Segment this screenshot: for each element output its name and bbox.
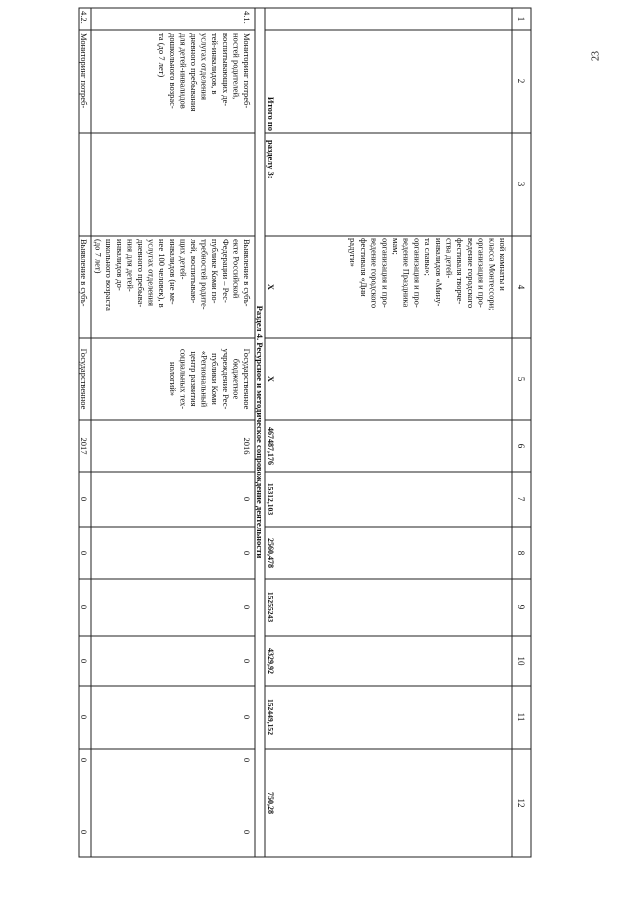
cell-text-line: Федерации – Рес-: [220, 239, 231, 303]
cell-text-line: Мониторинг потреб-: [79, 33, 89, 109]
total-col10: 4329,92: [266, 648, 275, 674]
row-4-1-col11: 0: [242, 757, 252, 763]
cell-text-line: тей-инвалидов, в: [210, 33, 221, 95]
row-4-1-col10: 0: [242, 714, 252, 720]
cell-text-line: бюджетное: [231, 358, 242, 400]
row-4-2-col11: 0: [79, 757, 89, 763]
row-4-2-col4-text: [79, 349, 89, 410]
row-4-2-col12: 0: [79, 829, 89, 835]
total-label-part1: Итого по: [266, 96, 276, 131]
row-4-1-col4-text: [168, 349, 252, 410]
cell-text-line: мам;: [391, 238, 401, 255]
cell-text-line: радуги»: [348, 238, 359, 267]
cell-text-line: услугах отделения: [199, 33, 210, 101]
total-col7: 15312,103: [266, 482, 275, 516]
cell-text-line: та (до 7 лет): [157, 33, 168, 78]
total-row: [266, 97, 276, 814]
page-number-text: 23: [590, 51, 602, 61]
total-col6: 467487,176: [266, 427, 275, 465]
row-4-2-col8: 0: [79, 604, 89, 610]
cell-text-line: инвалидов «Мину-: [433, 238, 444, 307]
row-4-1-col3-text: [94, 239, 252, 311]
col-number-2: 2: [516, 78, 526, 84]
cell-text-line: дневного пребывания: [189, 33, 199, 112]
row-4-2-col9: 0: [79, 658, 89, 664]
cell-text-line: нологий»: [167, 361, 178, 397]
continuation-row: [348, 238, 508, 311]
total-label-part2: разделу 3:: [266, 140, 276, 179]
total-col9: 15255243: [266, 591, 275, 623]
cell-text-line: дошкольного возрас-: [167, 33, 178, 109]
total-col12: 750,28: [266, 792, 275, 814]
row-4-1-col12: 0: [242, 829, 252, 835]
cell-text-line: (до 7 лет): [93, 239, 104, 274]
col-number-7: 7: [516, 496, 526, 502]
total-col5: Х: [266, 375, 276, 383]
cell-text-line: класса Монтессори;: [487, 238, 498, 311]
cell-text-line: Государственное: [79, 348, 89, 410]
row-4-2-col7: 0: [79, 550, 89, 556]
cell-text-line: организация и про-: [476, 238, 487, 308]
cell-text-line: ведение городского: [465, 238, 476, 309]
cell-text-line: требностей родите-: [199, 239, 210, 310]
row-4-1-col5: 2016: [242, 437, 252, 455]
cell-text-line: нее 100 человек), в: [157, 239, 168, 308]
col-number-10: 10: [516, 656, 526, 666]
row-4-1-col2-text: [157, 33, 252, 111]
cell-text-line: Выявление в субъ-: [242, 239, 252, 307]
cell-text-line: фестиваля «Дни: [358, 238, 369, 297]
cell-text-line: учреждение Рес-: [220, 348, 231, 410]
row-4-1-col7: 0: [242, 550, 252, 556]
cell-text-line: публике Коми по-: [210, 239, 221, 304]
cell-text-line: школьного возраста: [104, 239, 115, 311]
row-4-2-col10: 0: [79, 714, 89, 720]
row-4-2-number: 4.2.: [79, 11, 89, 24]
col-number-12: 12: [516, 798, 526, 808]
cell-text-line: Выявление в субъ-: [79, 239, 89, 307]
row-4-1-col8: 0: [242, 604, 252, 610]
cell-text-line: ства детей-: [444, 238, 455, 279]
row-4-2-col5: 2017: [79, 437, 89, 455]
cell-text-line: организация и про-: [412, 238, 423, 308]
row-4-2-col3-text: [79, 239, 89, 307]
rotated-table: [79, 8, 531, 857]
page-number: [588, 44, 604, 68]
cell-text-line: лей, воспитываю-: [189, 239, 199, 304]
table-grid: [79, 8, 531, 857]
cell-text-line: екте Российской: [231, 239, 242, 299]
cell-text-line: ведение Праздника: [401, 238, 412, 308]
cell-text-line: ния для детей-: [125, 239, 136, 292]
cell-text-line: «Региональный: [199, 350, 210, 408]
total-col4: Х: [266, 283, 276, 291]
cell-text-line: ведение городского: [369, 238, 380, 309]
col-number-6: 6: [516, 443, 526, 449]
cell-text-line: публики Коми: [210, 353, 221, 405]
row-4-1-number: 4.1.: [242, 11, 252, 24]
column-rules: [79, 30, 531, 857]
table-row-4-2: [79, 11, 89, 834]
cell-text-line: Государственное: [242, 348, 252, 410]
row-4-1-col6: 0: [242, 496, 252, 502]
total-col11: 152449,152: [266, 698, 275, 736]
col-number-1: 1: [516, 16, 526, 22]
col-number-4: 4: [516, 284, 526, 290]
cell-text-line: организация и про-: [380, 238, 391, 308]
section-4-header: Раздел 4. Ресурсное и методическое сопровождение деятельности: [255, 305, 265, 559]
table-row-4-1: [94, 11, 252, 834]
cell-text-line: для детей-инвалидов: [178, 33, 189, 109]
continuation-col3-text: [348, 238, 508, 311]
row-4-1-col9: 0: [242, 658, 252, 664]
col-number-11: 11: [516, 712, 526, 722]
column-number-header: [516, 17, 526, 808]
row-4-2-col6: 0: [79, 496, 89, 502]
cell-text-line: та славы»;: [423, 238, 434, 276]
total-col8: 2560,478: [266, 538, 275, 568]
cell-text-line: фестиваля творче-: [455, 238, 466, 305]
cell-text-line: услугах отделения: [146, 239, 157, 307]
cell-text-line: ной комнаты и: [498, 238, 508, 291]
cell-text-line: социальных тех-: [178, 348, 189, 410]
col-number-5: 5: [516, 376, 526, 382]
cell-text-line: инвалидов до-: [114, 239, 125, 291]
cell-text-line: Мониторинг потреб-: [242, 33, 252, 109]
cell-text-line: щих детей-: [178, 239, 189, 280]
col-number-8: 8: [516, 550, 526, 556]
cell-text-line: воспитывающих де-: [220, 33, 231, 107]
cell-text-line: дневного пребыва-: [136, 239, 146, 308]
cell-text-line: центр развития: [189, 351, 199, 407]
col-number-3: 3: [516, 181, 526, 187]
cell-text-line: ностей родителей,: [231, 33, 242, 100]
cell-text-line: инвалидов (не ме-: [167, 239, 178, 305]
col-number-9: 9: [516, 604, 526, 610]
row-4-2-col2-text: [79, 33, 89, 108]
